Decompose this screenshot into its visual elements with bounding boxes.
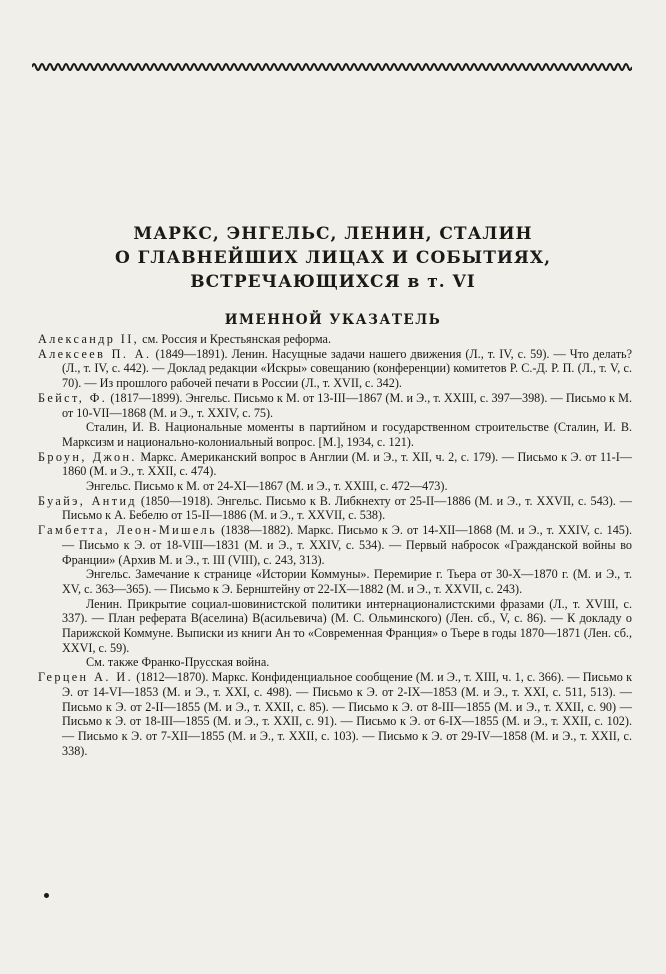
title-line-1: МАРКС, ЭНГЕЛЬС, ЛЕНИН, СТАЛИН [133, 224, 533, 244]
entry-name: Буайэ, Антид [38, 493, 137, 508]
page-title [40, 222, 626, 294]
index-cross-reference [38, 655, 632, 670]
index-entry [38, 347, 632, 391]
entry-text: (1817—1899). Энгельс. Письмо к М. от 13-III—1867 (М. и Э., т. XXIII, с. 397—398). — Письмо к М. от 10-VII—1868 (М. и Э., т. XXIV, с. 75). [62, 390, 632, 420]
entry-text: См. также Франко-Прусская война. [86, 655, 270, 670]
entry-name: Алексеев П. А. [38, 346, 152, 361]
index-entry [38, 391, 632, 420]
index-subentry [38, 479, 632, 494]
index-entry [38, 450, 632, 479]
entry-name: Гамбетта, Леон-Мишель [38, 523, 218, 538]
title-line-3: ВСТРЕЧАЮЩИХСЯ в т. VI [190, 272, 476, 292]
index-subentry [38, 597, 632, 656]
index-entry [38, 332, 632, 347]
index-entry [38, 670, 632, 758]
entry-text: Энгельс. Письмо к М. от 24-XI—1867 (М. и Э., т. XXIII, с. 472—473). [86, 479, 448, 494]
entry-text: (1812—1870). Маркс. Конфиденциальное сообщение (М. и Э., т. XIII, ч. 1, с. 366). — Письмо к Э. от 14-VI—1853 (М. и Э., т. XXI, с. 498). — Письмо к Э. от 2-IX—1853 (М. и Э., т. XXI, с. 511, 513). — Письмо к Э. от 2-II—1855 (М. и Э., т. XXII, с. 85). — Письмо к Э. от 8-III—1855 (М. и Э., т. XXII, с. 90) — Письмо к Э. от 18-III—1855 (М. и Э., т. XXII, с. 91). — Письмо к Э. от 6-IX—1855 (М. и Э., т. XXII, с. 102). — Письмо к Э. от 7-XII—1855 (М. и Э., т. XXII, с. 103). — Письмо к Э. от 29-IV—1858 (М. и Э., т. XXII, с. 338). [62, 670, 632, 758]
entry-name: Александр II, [38, 332, 140, 346]
entry-text: Энгельс. Замечание к странице «Истории Коммуны». Перемирие г. Тьера от 30-X—1870 г. (М. и Э., т. XV, с. 363—365). — Письмо к Э. Бернштейну от 22-IX—1882 (М. и Э., т. XXVII, с. 243). [62, 567, 632, 596]
index-subentry [38, 567, 632, 596]
entry-text: см. Россия и Крестьянская реформа. [139, 332, 332, 346]
index-entry [38, 523, 632, 567]
entry-text: Ленин. Прикрытие социал-шовинистской политики интернационалистскими фразами (Л., т. XVIII, с. 337). — План реферата В(аселина) В(асильевича) (М. С. Ольминского) (Лен. сб., V, с. 86). — К докладу о Парижской Коммуне. Выписки из книги Ан то «Современная Франция» о Тьере в годы 1870—1871 (Лен. сб., XXVI, с. 59). [62, 596, 632, 655]
title-line-2: О ГЛАВНЕЙШИХ ЛИЦАХ И СОБЫТИЯХ, [114, 248, 552, 268]
entry-name: Герцен А. И. [38, 670, 134, 685]
entry-text: Сталин, И. В. Национальные моменты в партийном и государственном строительстве (Сталин, И. В. Марксизм и национально-колониальный вопрос. [М.], 1934, с. 121). [62, 420, 632, 449]
wave-ornament [32, 60, 632, 74]
section-title: ИМЕННОЙ УКАЗАТЕЛЬ [224, 312, 442, 328]
entry-text: Маркс. Американский вопрос в Англии (М. и Э., т. XII, ч. 2, с. 179). — Письмо к Э. от 11-I—1860 (М. и Э., т. XXII, с. 474). [62, 449, 632, 479]
entry-text: (1849—1891). Ленин. Насущные задачи нашего движения (Л., т. IV, с. 59). — Что делать? (Л., т. IV, с. 442). — Доклад редакции «Искры» совещанию (конференции) комитетов Р. С.-Д. Р. П. (Л., т. V, с. 70). — Из прошлого рабочей печати в России (Л., т. XVII, с. 342). [62, 346, 633, 391]
index-subentry [38, 420, 632, 449]
entry-text: (1850—1918). Энгельс. Письмо к В. Либкнехту от 25-II—1886 (М. и Э., т. XXVII, с. 543). — Письмо к А. Бебелю от 15-II—1886 (М. и Э., т. XXVII, с. 538). [62, 493, 632, 523]
index-entry [38, 494, 632, 523]
entry-name: Броун, Джон. [38, 449, 137, 464]
bullet-mark [44, 893, 49, 898]
entry-name: Бейст, Ф. [38, 390, 108, 405]
name-index [38, 332, 632, 758]
entry-text: (1838—1882). Маркс. Письмо к Э. от 14-XII—1868 (М. и Э., т. XXIV, с. 145). — Письмо к Э. от 18-VIII—1831 (М. и Э., т. XXIV, с. 534). — Первый набросок «Гражданской войны во Франции» (Архив М. и Э., т. III (VIII), с. 243, 313). [62, 523, 633, 567]
